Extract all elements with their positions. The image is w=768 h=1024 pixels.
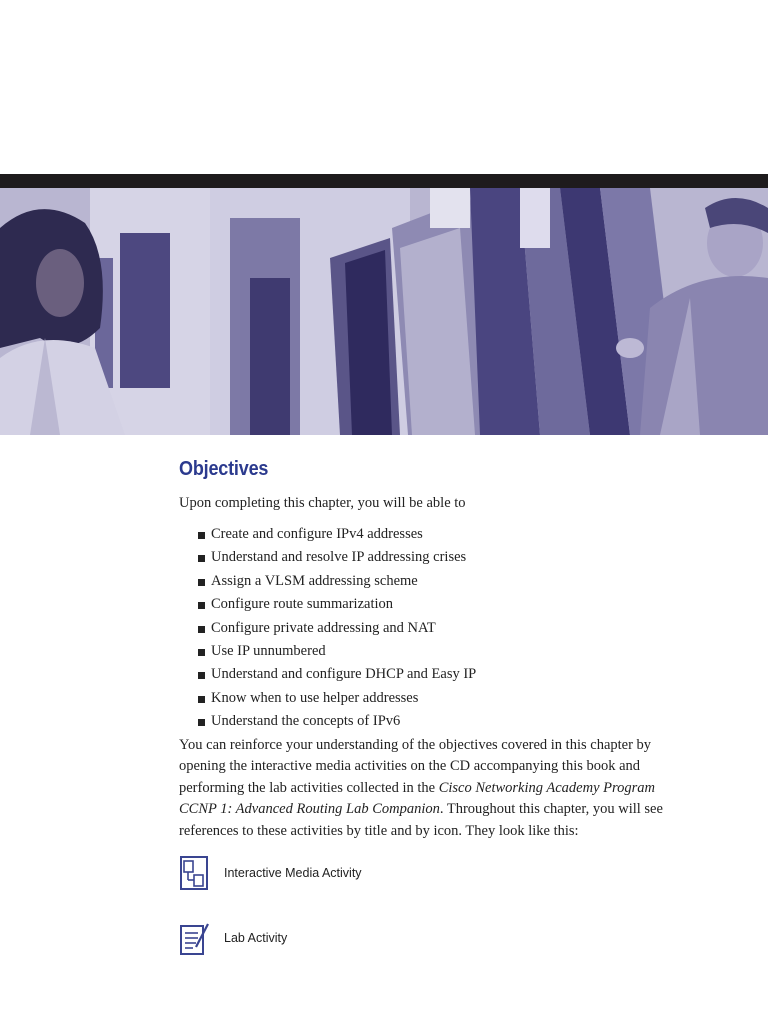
objectives-list bbox=[179, 523, 679, 734]
list-item: Understand and configure DHCP and Easy IP bbox=[198, 663, 679, 686]
list-item: Use IP unnumbered bbox=[198, 640, 679, 663]
paragraph-text-1: You can reinforce your understanding of the objectives covered in this chapter by opening the interactive media activities on the CD accompanying this book and performing the lab activities collected in the bbox=[179, 736, 652, 796]
list-item: Understand and resolve IP addressing crises bbox=[198, 546, 679, 569]
legend-lab-activity bbox=[179, 920, 579, 956]
list-item: Assign a VLSM addressing scheme bbox=[198, 570, 679, 593]
lab-activity-icon bbox=[179, 920, 209, 956]
objectives-section bbox=[179, 458, 679, 843]
hero-photo-illustration bbox=[0, 188, 768, 435]
chapter-hero-photo bbox=[0, 188, 768, 435]
media-activity-label: Interactive Media Activity bbox=[224, 866, 362, 880]
intro-text: Upon completing this chapter, you will be able to bbox=[179, 495, 466, 511]
reinforcement-paragraph bbox=[179, 735, 674, 843]
lab-activity-label: Lab Activity bbox=[224, 931, 288, 945]
list-item: Create and configure IPv4 addresses bbox=[198, 523, 679, 546]
section-heading: Objectives bbox=[179, 458, 269, 480]
chapter-header-bar bbox=[0, 174, 768, 188]
list-item: Understand the concepts of IPv6 bbox=[198, 710, 679, 733]
interactive-media-icon bbox=[179, 855, 209, 891]
paragraph-text-2: . Throughout this chapter, you will see references to these activities by title and by icon. They look like this: bbox=[179, 801, 663, 840]
list-item: Configure route summarization bbox=[198, 593, 679, 616]
book-title: Cisco Networking Academy Program CCNP 1: Advanced Routing Lab Companion bbox=[179, 779, 655, 818]
list-item: Configure private addressing and NAT bbox=[198, 617, 679, 640]
legend-media-activity bbox=[179, 855, 579, 891]
list-item: Know when to use helper addresses bbox=[198, 687, 679, 710]
